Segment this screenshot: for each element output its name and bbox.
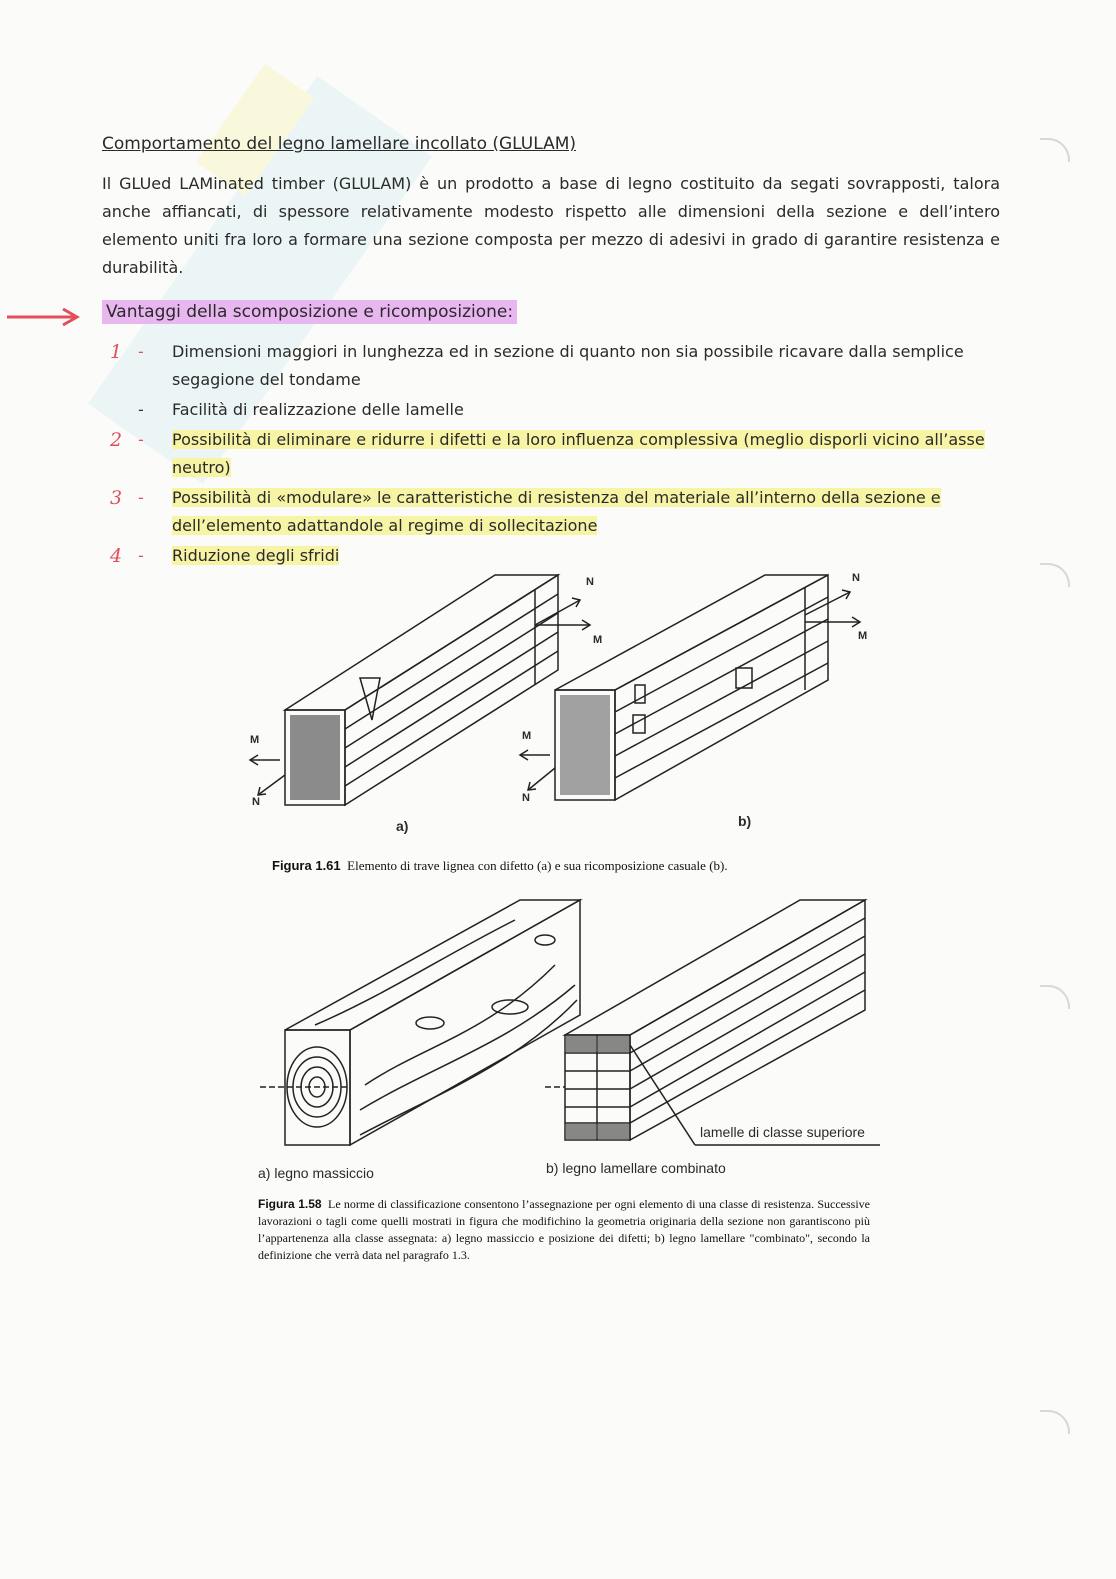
subfigure-label-b: b) legno lamellare combinato: [546, 1160, 726, 1176]
list-item-text: Facilità di realizzazione delle lamelle: [172, 400, 464, 419]
figure-solid-vs-laminated: [255, 895, 885, 1150]
list-item: [110, 426, 1002, 482]
caption-text: Le norme di classificazione consentono l’assegnazione per ogni elemento di una classe di resistenza. Successive lavorazioni o tagli come quelli mostrati in figura che modifichino la geometria originaria della sezione non garantiscono più l’appartenenza alla classe assegnata: a) legno massiccio e posizione dei difetti; b) legno lamellare "combinato", secondo la definizione che verrà data nel paragrafo 1.3.: [258, 1197, 871, 1262]
list-item-text: Dimensioni maggiori in lunghezza ed in sezione di quanto non sia possibile ricavare dalla semplice segagione del tondame: [172, 342, 964, 389]
page-edge-mark: [1040, 138, 1070, 162]
list-item-text: Possibilità di «modulare» le caratteristiche di resistenza del materiale all’interno della sezione e dell’elemento adattandole al regime di sollecitazione: [172, 488, 941, 535]
label-m: M: [522, 730, 532, 742]
laminate-annotation: lamelle di classe superiore: [700, 1124, 865, 1140]
subfigure-label-a: a): [396, 818, 409, 834]
label-m: M: [250, 734, 260, 746]
list-item: [110, 338, 1002, 394]
label-n: N: [252, 796, 260, 808]
handwritten-number: 2: [110, 429, 123, 451]
page-edge-mark: [1040, 985, 1070, 1009]
caption-text: Elemento di trave lignea con difetto (a) e sua ricomposizione casuale (b).: [347, 858, 728, 873]
label-m: M: [593, 634, 603, 646]
list-item-text: Possibilità di eliminare e ridurre i difetti e la loro influenza complessiva (meglio disporli vicino all’asse neutro): [172, 430, 985, 477]
subfigure-label-a: a) legno massiccio: [258, 1165, 374, 1181]
handwritten-number: 1: [110, 341, 123, 363]
handwritten-number: 4: [110, 545, 123, 567]
red-arrow-icon: [5, 305, 80, 329]
list-item: [110, 484, 1002, 540]
advantages-heading: Vantaggi della scomposizione e ricomposizione:: [102, 300, 517, 324]
label-n: N: [852, 572, 860, 584]
advantages-list: [110, 338, 1002, 572]
list-item-text: Riduzione degli sfridi: [172, 546, 340, 565]
caption-label: Figura 1.61: [272, 858, 341, 873]
figure-caption: [258, 1196, 870, 1264]
section-title: Comportamento del legno lamellare incollato (GLULAM): [102, 134, 577, 154]
subfigure-label-b: b): [738, 813, 752, 829]
bullet-dash: -: [138, 488, 144, 507]
label-m: M: [858, 630, 868, 642]
handwritten-number: 3: [110, 487, 123, 509]
intro-paragraph: Il GLUed LAMinated timber (GLULAM) è un prodotto a base di legno costituito da segati sovrapposti, talora anche affiancati, di spessore relativamente modesto rispetto alle dimensioni della sezione e dell’intero elemento uniti fra loro a formare una sezione composta per mezzo di adesivi in grado di garantire resistenza e durabilità.: [102, 174, 1000, 277]
label-n: N: [586, 576, 594, 588]
list-item: [110, 542, 1002, 570]
list-item: [110, 396, 1002, 424]
bullet-dash: -: [138, 400, 144, 419]
label-n: N: [522, 792, 530, 804]
figure-caption: [272, 858, 728, 874]
figure-beam-defect: [240, 570, 880, 840]
page-edge-mark: [1040, 563, 1070, 587]
page-edge-mark: [1040, 1410, 1070, 1434]
bullet-dash: -: [138, 430, 144, 449]
bullet-dash: -: [138, 342, 144, 361]
bullet-dash: -: [138, 546, 144, 565]
caption-label: Figura 1.58: [258, 1197, 322, 1211]
